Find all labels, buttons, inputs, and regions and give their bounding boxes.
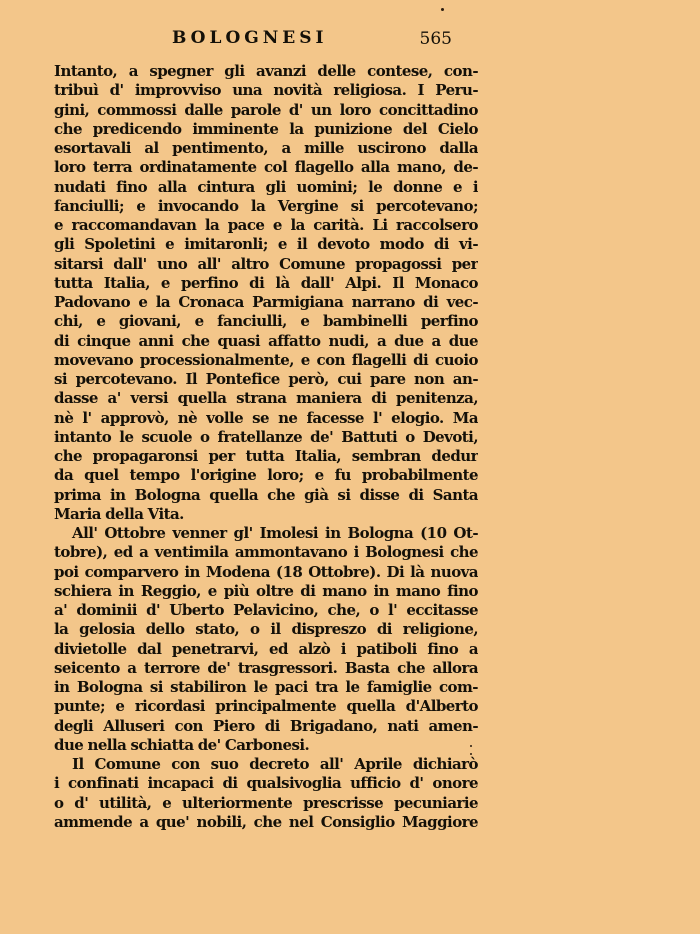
text-line: di cinque anni che quasi affatto nudi, a due a due	[54, 331, 478, 350]
text-line: Maria della Vita.	[54, 504, 184, 523]
text-line: che propagaronsi per tutta Italia, sembran dedur	[54, 447, 478, 465]
text-line: tobre), ed a ventimila ammontavano i Bolognesi che	[54, 543, 478, 562]
text-line: gli Spoletini e imitaronli; e il devoto modo di vi-	[54, 235, 478, 254]
text-line: due nella schiatta de' Carbonesi.	[54, 735, 310, 754]
text-line: punte; e ricordasi principalmente quella d'Alberto	[54, 697, 478, 716]
text-line: intanto le scuole o fratellanze de' Battuti o Devoti,	[54, 427, 478, 446]
text-line: poi comparvero in Modena (18 Ottobre). Di là nuova	[54, 562, 478, 581]
text-line: schiera in Reggio, e più oltre di mano in mano fino	[54, 581, 478, 600]
ink-speck	[470, 745, 472, 747]
ink-speck	[441, 8, 444, 11]
text-line: prima in Bologna quella che già si disse di Santa	[54, 485, 478, 504]
text-line: fanciulli; e invocando la Vergine si percotevano;	[54, 196, 478, 215]
ink-speck	[470, 753, 472, 755]
text-line: sitarsi dall' uno all' altro Comune propagossi per	[54, 254, 478, 273]
text-line: si percotevano. Il Pontefice però, cui pare non an-	[54, 370, 478, 388]
text-line: Padovano e la Cronaca Parmigiana narrano di vec-	[54, 293, 478, 311]
text-line: esortavali al pentimento, a mille uscirono dalla	[54, 139, 478, 157]
text-line: gini, commossi dalle parole d' un loro concittadino	[54, 100, 478, 119]
running-head: BOLOGNESI	[172, 28, 328, 48]
text-line: divietolle dal penetrarvi, ed alzò i patiboli fino a	[54, 639, 478, 658]
text-line: nè l' approvò, nè volle se ne facesse l' elogio. Ma	[54, 408, 478, 427]
text-line: loro terra ordinatamente col flagello alla mano, de-	[54, 158, 478, 177]
text-line: a' dominii d' Uberto Pelavicino, che, o l' eccitasse	[54, 601, 478, 619]
text-line: degli Alluseri con Piero di Brigadano, nati amen-	[54, 716, 478, 735]
text-line: tutta Italia, e perfino di là dall' Alpi. Il Monaco	[54, 273, 478, 292]
text-line: che predicendo imminente la punizione del Cielo	[54, 119, 478, 138]
text-line: Il Comune con suo decreto all' Aprile dichiarò	[72, 755, 478, 773]
text-line: nudati fino alla cintura gli uomini; le donne e i	[54, 177, 478, 196]
text-line: ammende a que' nobili, che nel Consiglio Maggiore	[54, 812, 478, 831]
text-line: dasse a' versi quella strana maniera di penitenza,	[54, 389, 478, 408]
text-line: seicento a terrore de' trasgressori. Basta che allora	[54, 658, 478, 677]
text-line: o d' utilità, e ulteriormente prescrisse pecuniarie	[54, 793, 478, 812]
body-text	[54, 62, 478, 832]
page-header	[172, 28, 452, 54]
text-line: Intanto, a spegner gli avanzi delle contese, con-	[54, 62, 478, 80]
page-number: 565	[419, 29, 452, 49]
text-line: chi, e giovani, e fanciulli, e bambinelli perfino	[54, 312, 478, 331]
text-line: e raccomandavan la pace e la carità. Li raccolsero	[54, 216, 478, 234]
text-line: movevano processionalmente, e con flagelli di cuoio	[54, 350, 478, 369]
text-line: i confinati incapaci di qualsivoglia ufficio d' onore	[54, 774, 478, 793]
text-line: All' Ottobre venner gl' Imolesi in Bologna (10 Ot-	[72, 524, 478, 542]
text-line: da quel tempo l'origine loro; e fu probabilmente	[54, 466, 478, 485]
text-line: la gelosia dello stato, o il dispreszo di religione,	[54, 620, 478, 639]
text-line: tribuì d' improvviso una novità religiosa. I Peru-	[54, 81, 478, 100]
text-line: in Bologna si stabiliron le paci tra le famiglie com-	[54, 678, 478, 696]
